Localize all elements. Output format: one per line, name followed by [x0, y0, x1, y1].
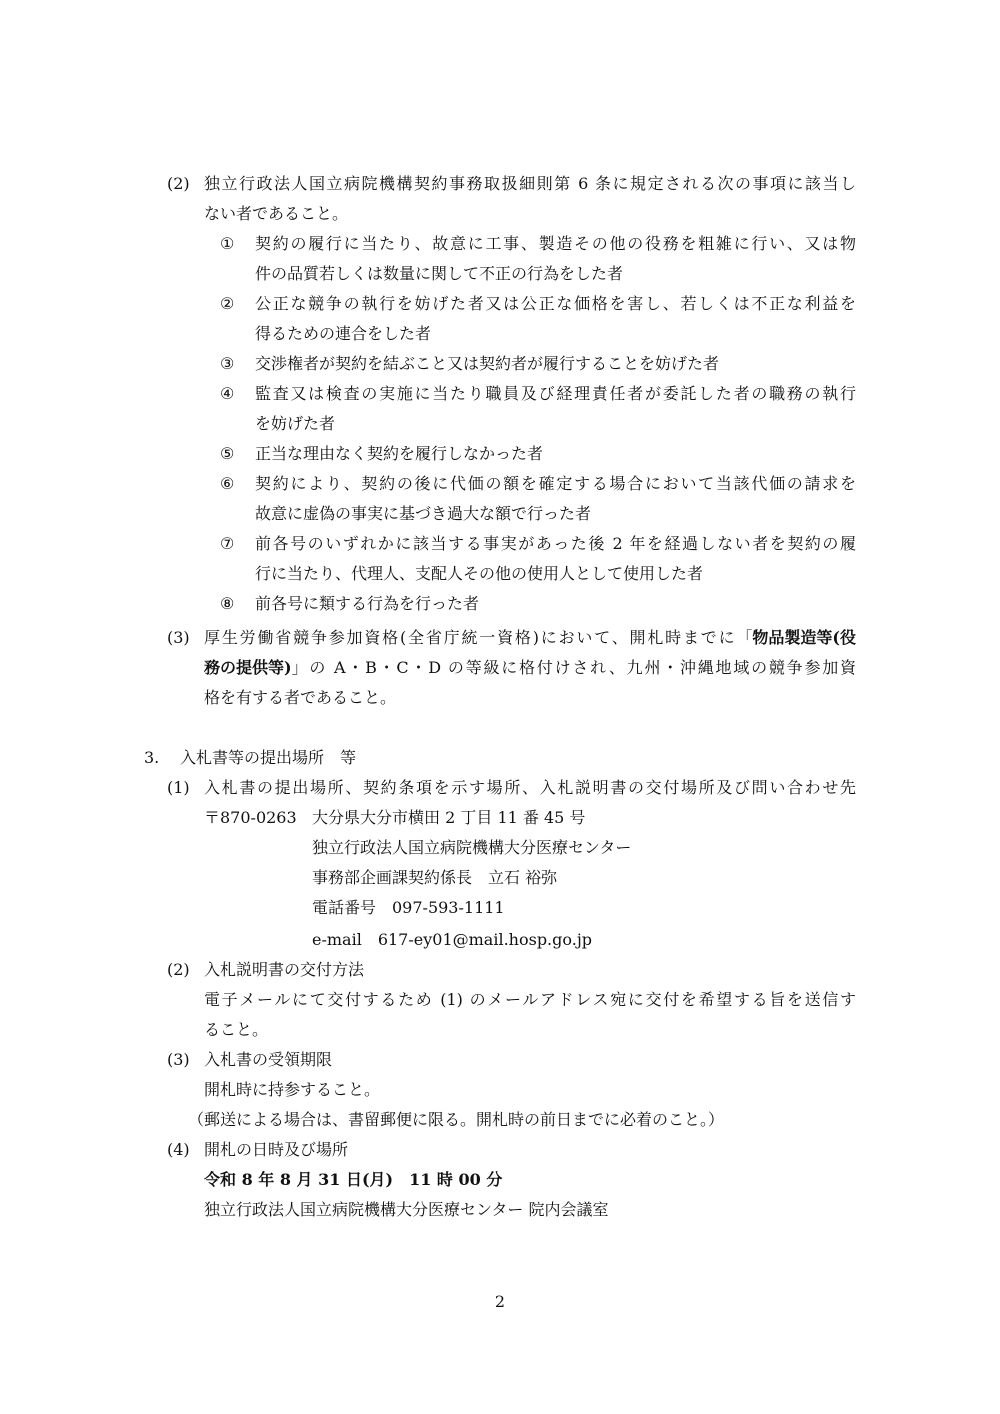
subitem-mark: ④: [220, 384, 235, 403]
paragraph-line: ること。: [204, 1020, 269, 1039]
subitem-text: 故意に虚偽の事実に基づき過大な額で行った者: [255, 504, 592, 523]
subitem-text: を妨げた者: [255, 414, 336, 433]
section-heading: 入札書等の提出場所 等: [180, 748, 357, 767]
postal-code: 〒870-0263: [204, 808, 297, 827]
section-number: 3.: [144, 748, 160, 767]
subitem-text: 前各号に類する行為を行った者: [255, 594, 480, 613]
paragraph-line: [204, 658, 856, 678]
subitem-mark: ⑧: [220, 594, 235, 613]
subitem-text: 件の品質若しくは数量に関して不正の行為をした者: [255, 264, 624, 283]
paragraph-note: （郵送による場合は、書留郵便に限る。開札時の前日までに必着のこと。）: [188, 1110, 725, 1129]
paragraph-text: 」の A・B・C・D の等級に格付けされ、九州・沖縄地域の競争参加資: [291, 658, 856, 677]
paragraph-line: 電子メールにて交付するため (1) のメールアドレス宛に交付を希望する旨を送信す: [204, 990, 856, 1009]
item-title: 入札書の受領期限: [204, 1050, 333, 1069]
phone-number: 電話番号 097-593-1111: [312, 898, 505, 917]
item-number: (3): [167, 1050, 190, 1069]
subitem-mark: ⑥: [220, 474, 235, 493]
subitem-mark: ①: [220, 234, 235, 253]
subitem-mark: ②: [220, 294, 235, 313]
subitem-text: 行に当たり、代理人、支配人その他の使用人として使用した者: [255, 564, 704, 583]
opening-datetime: 令和 8 年 8 月 31 日(月) 11 時 00 分: [204, 1170, 503, 1189]
subitem-text: 監査又は検査の実施に当たり職員及び経理責任者が委託した者の職務の執行: [255, 384, 856, 403]
item-number: (2): [167, 174, 190, 193]
paragraph-line: ない者であること。: [204, 204, 349, 223]
paragraph-line: 独立行政法人国立病院機構契約事務取扱細則第 6 条に規定される次の事項に該当し: [204, 174, 856, 193]
subitem-text: 得るための連合をした者: [255, 324, 432, 343]
page-number: 2: [494, 1292, 506, 1311]
subitem-mark: ⑤: [220, 444, 235, 463]
subitem-text: 契約により、契約の後に代価の額を確定する場合において当該代価の請求を: [255, 474, 856, 493]
email-address: e-mail 617-ey01@mail.hosp.go.jp: [312, 930, 593, 949]
qualification-category: 物品製造等(役: [752, 628, 856, 647]
item-title: 入札書の提出場所、契約条項を示す場所、入札説明書の交付場所及び問い合わせ先: [204, 778, 856, 797]
subitem-text: 前各号のいずれかに該当する事実があった後 2 年を経過しない者を契約の履: [255, 534, 856, 553]
subitem-text: 交渉権者が契約を結ぶこと又は契約者が履行することを妨げた者: [255, 354, 720, 373]
address: 大分県大分市横田 2 丁目 11 番 45 号: [312, 808, 586, 827]
subitem-mark: ⑦: [220, 534, 235, 553]
item-number: (2): [167, 960, 190, 979]
organization: 独立行政法人国立病院機構大分医療センター: [312, 838, 632, 857]
opening-place: 独立行政法人国立病院機構大分医療センター 院内会議室: [204, 1200, 609, 1219]
contact-person: 事務部企画課契約係長 立石 裕弥: [312, 868, 558, 887]
paragraph-line: 格を有する者であること。: [204, 688, 397, 707]
subitem-text: 契約の履行に当たり、故意に工事、製造その他の役務を粗雑に行い、又は物: [255, 234, 856, 253]
item-number: (3): [167, 628, 190, 647]
item-number: (4): [167, 1140, 190, 1159]
paragraph-text: 厚生労働省競争参加資格(全省庁統一資格)において、開札時までに「: [204, 628, 753, 647]
item-title: 開札の日時及び場所: [204, 1140, 349, 1159]
item-title: 入札説明書の交付方法: [204, 960, 365, 979]
paragraph-line: 開札時に持参すること。: [204, 1080, 381, 1099]
qualification-category: 務の提供等): [204, 658, 292, 677]
subitem-text: 正当な理由なく契約を履行しなかった者: [255, 444, 544, 463]
subitem-mark: ③: [220, 354, 235, 373]
paragraph-line: [204, 628, 856, 648]
subitem-text: 公正な競争の執行を妨げた者又は公正な価格を害し、若しくは不正な利益を: [255, 294, 856, 313]
item-number: (1): [167, 778, 190, 797]
